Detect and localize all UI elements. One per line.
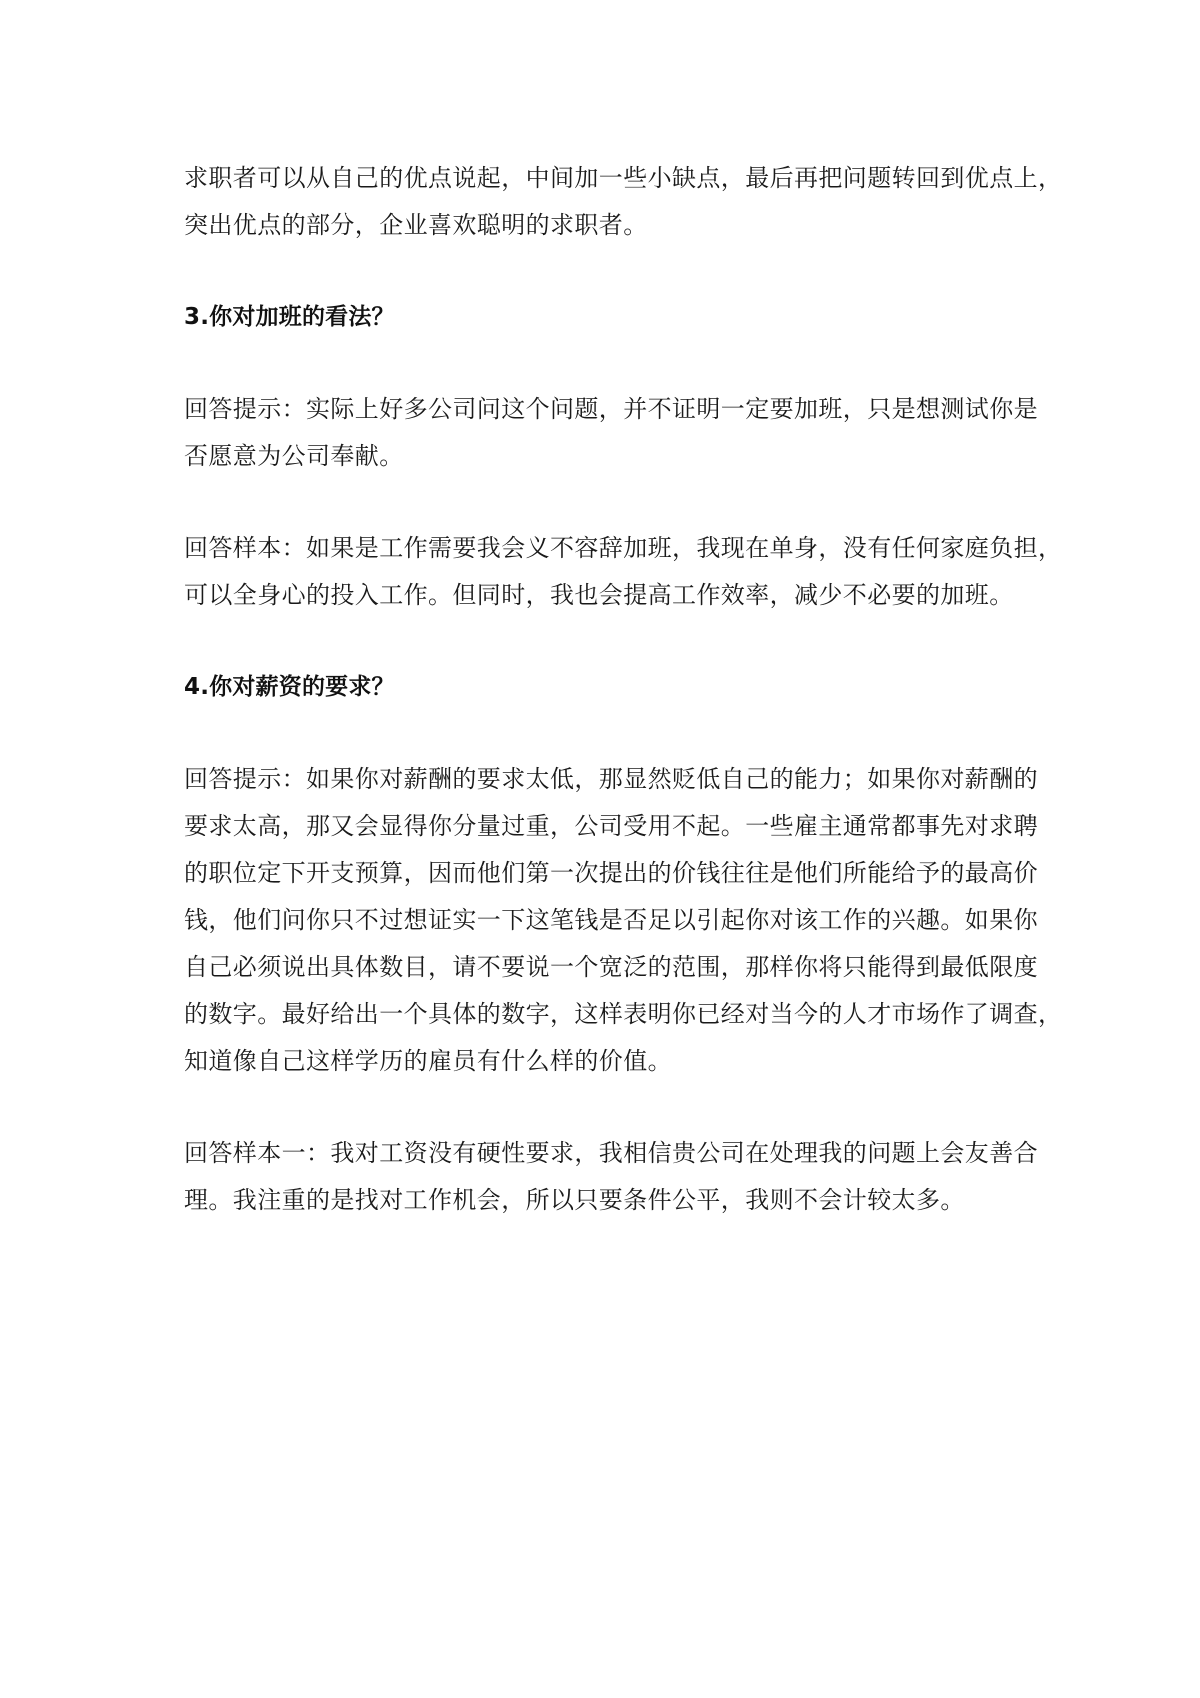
paragraph-line: 回答提示：实际上好多公司问这个问题，并不证明一定要加班，只是想测试你是 (184, 395, 1038, 423)
question-3-heading: 3.你对加班的看法？ (184, 304, 395, 330)
paragraph-line: 要求太高，那又会显得你分量过重，公司受用不起。一些雇主通常都事先对求聘 (184, 812, 1038, 840)
paragraph-line: 的数字。最好给出一个具体的数字，这样表明你已经对当今的人才市场作了调查， (184, 1000, 1063, 1028)
paragraph-line: 回答样本一：我对工资没有硬性要求，我相信贵公司在处理我的问题上会友善合 (184, 1139, 1038, 1167)
question-3-hint-paragraph (184, 386, 1038, 480)
question-3-sample-paragraph (184, 525, 1063, 619)
paragraph-line: 否愿意为公司奉献。 (184, 442, 404, 470)
paragraph-line: 回答样本：如果是工作需要我会义不容辞加班，我现在单身，没有任何家庭负担， (184, 534, 1063, 562)
paragraph-line: 钱，他们问你只不过想证实一下这笔钱是否足以引起你对该工作的兴趣。如果你 (184, 906, 1038, 934)
intro-paragraph (184, 155, 1063, 249)
paragraph-line: 知道像自己这样学历的雇员有什么样的价值。 (184, 1047, 672, 1075)
paragraph-line: 可以全身心的投入工作。但同时，我也会提高工作效率，减少不必要的加班。 (184, 581, 1014, 609)
paragraph-line: 求职者可以从自己的优点说起，中间加一些小缺点，最后再把问题转回到优点上， (184, 164, 1063, 192)
question-4-heading: 4.你对薪资的要求？ (184, 674, 395, 700)
paragraph-line: 突出优点的部分，企业喜欢聪明的求职者。 (184, 211, 648, 239)
paragraph-line: 理。我注重的是找对工作机会，所以只要条件公平，我则不会计较太多。 (184, 1186, 965, 1214)
paragraph-line: 自己必须说出具体数目，请不要说一个宽泛的范围，那样你将只能得到最低限度 (184, 953, 1038, 981)
paragraph-line: 回答提示：如果你对薪酬的要求太低，那显然贬低自己的能力；如果你对薪酬的 (184, 765, 1038, 793)
paragraph-line: 的职位定下开支预算，因而他们第一次提出的价钱往往是他们所能给予的最高价 (184, 859, 1038, 887)
document-body (184, 155, 1063, 1224)
question-4-hint-paragraph (184, 756, 1063, 1085)
question-4-sample-1-paragraph (184, 1130, 1038, 1224)
